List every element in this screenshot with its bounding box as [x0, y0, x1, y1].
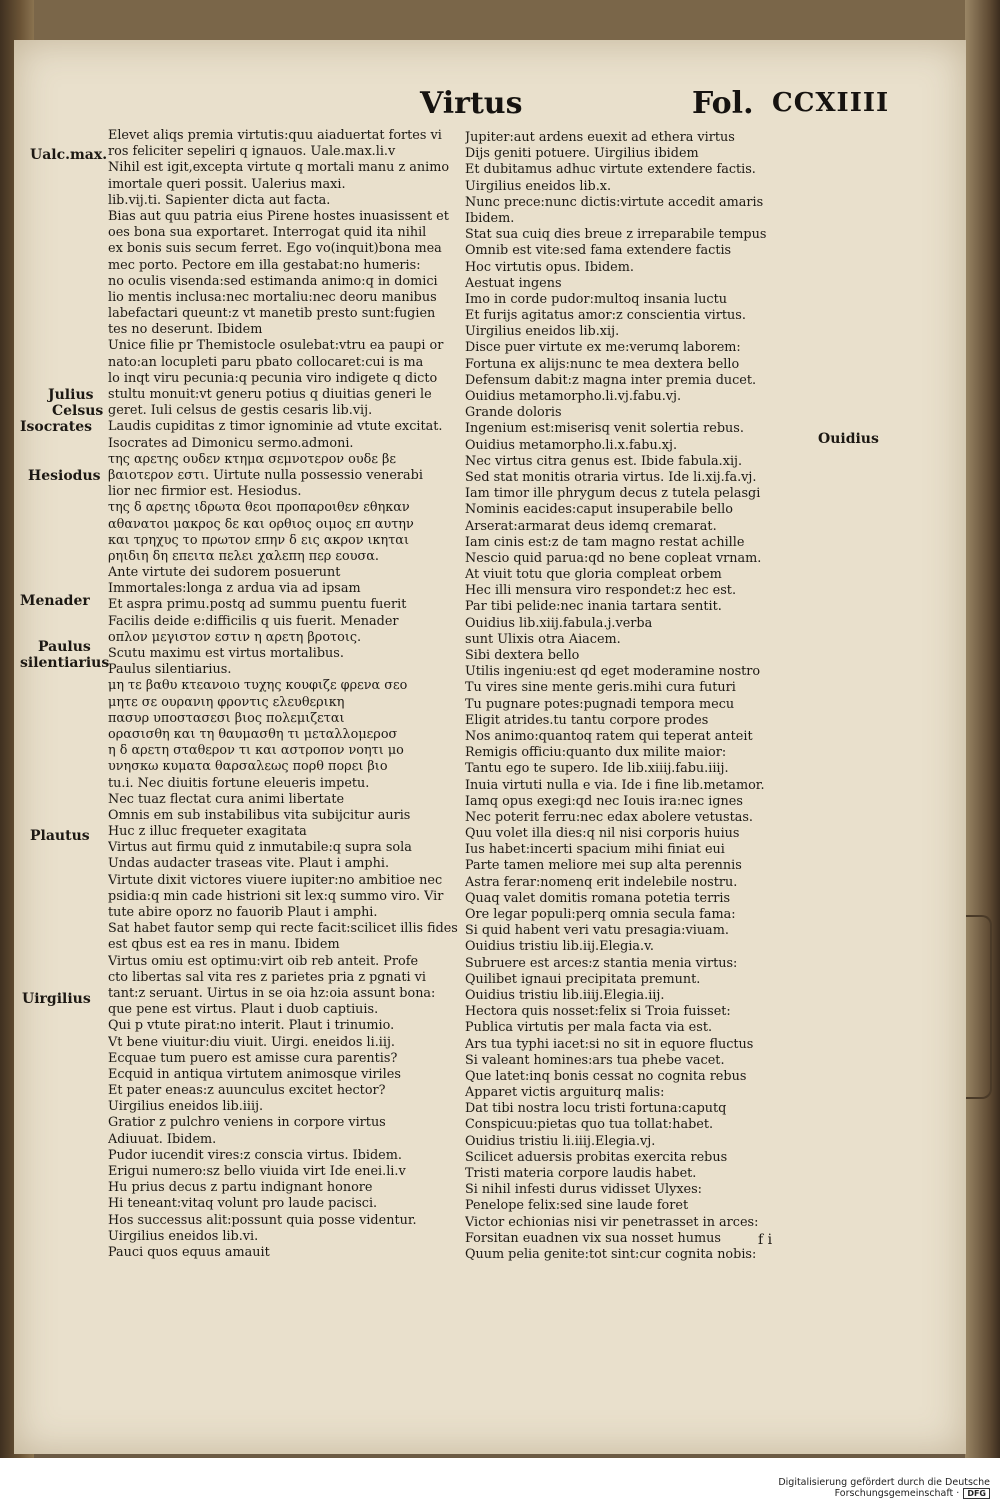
text-line: οπλον μεγιστον εστιν η αρετη βροτοις. [108, 629, 362, 645]
text-line: tute abire oporz no fauorib Plaut i amphi. [108, 905, 378, 920]
text-line: Tu vires sine mente geris.mihi cura futuri [465, 680, 736, 696]
text-line: Que latet:inq bonis cessat no cognita rebus [465, 1068, 747, 1084]
text-line: no oculis visenda:sed estimanda animo:q in domici [108, 273, 438, 289]
text-line: que pene est virtus. Plaut i duob captiuis. [108, 1002, 379, 1018]
text-line: μητε σε ουρανιη φροντις ελευθερικη [108, 694, 345, 710]
dfg-logo: DFG [963, 1488, 990, 1499]
text-line: Nec virtus citra genus est. Ibide fabula.xij. [465, 453, 743, 469]
folio-label: Fol. [692, 86, 754, 121]
margin-note: Menader [20, 593, 90, 609]
text-line: Ore legar populi:perq omnia secula fama: [465, 907, 736, 922]
text-line: Elevet aliqs premia virtutis:quu aiaduertat fortes vi [108, 128, 442, 143]
text-line: Quu volet illa dies:q nil nisi corporis huius [465, 826, 740, 842]
text-line: Ius habet:incerti spacium mihi finiat eui [465, 842, 725, 858]
margin-note: Isocrates [20, 419, 92, 435]
text-line: Hectora quis nosset:felix si Troia fuisset: [465, 1004, 731, 1020]
text-line: Nescio quid parua:qd no bene copleat vrnam. [465, 550, 762, 566]
text-line: της αρετης ουδεν κτημα σεμνοτερον ουδε βε [108, 451, 397, 467]
text-line: Sibi dextera bello [465, 648, 580, 663]
text-line: Conspicuu:pietas quo tua tollat:habet. [465, 1117, 714, 1133]
text-line: Dijs geniti potuere. Uirgilius ibidem [465, 146, 699, 162]
text-line: Ecquid in antiqua virtutem animosque viriles [108, 1066, 401, 1082]
text-line: Dat tibi nostra locu tristi fortuna:caputq [465, 1101, 727, 1117]
text-line: Hos successus alit:possunt quia posse videntur. [108, 1212, 417, 1228]
text-line: Remigis officiu:quanto dux milite maior: [465, 745, 727, 761]
text-line: Tantu ego te supero. Ide lib.xiiij.fabu.iiij. [465, 761, 729, 777]
folio-number: CCXIIII [772, 88, 890, 118]
text-line: Penelope felix:sed sine laude foret [465, 1198, 689, 1214]
text-line: Aestuat ingens [465, 275, 562, 291]
text-line: Disce puer virtute ex me:verumq laborem: [465, 340, 741, 356]
text-line: Forsitan euadnen vix sua nosset humus [465, 1230, 721, 1246]
text-line: Virtus omiu est optimu:virt oib reb anteit. Profe [108, 953, 419, 969]
text-line: Quilibet ignaui precipitata premunt. [465, 971, 701, 987]
text-line: Immortales:longa z ardua via ad ipsam [108, 581, 361, 597]
text-line: Et pater eneas:z auunculus excitet hector? [108, 1083, 386, 1099]
text-line: est qbus est ea res in manu. Ibidem [108, 937, 340, 953]
text-line: Ibidem. [465, 210, 515, 226]
book-cover-edge [965, 0, 1000, 1458]
text-line: Arserat:armarat deus idemq cremarat. [465, 518, 717, 534]
text-line: stultu monuit:vt generu potius q diuitias generi le [108, 387, 432, 402]
text-line: της δ αρετης ιδρωτα θεοι προπαροιθεν εθηκαν [108, 500, 410, 516]
text-line: Omnib est vite:sed fama extendere factis [465, 243, 732, 259]
text-line: Vt bene viuitur:diu viuit. Uirgi. eneidos li.iij. [108, 1034, 395, 1050]
text-line: και τρηχυς το πρωτον επην δ εις ακρον ικηται [108, 532, 409, 548]
text-line: Apparet victis arguiturq malis: [465, 1085, 665, 1101]
text-line: Nihil est igit,excepta virtute q mortali manu z animo [108, 160, 450, 176]
text-line: lo inqt viru pecunia:q pecunia viro indigete q dicto [108, 370, 438, 386]
text-line: At viuit totu que gloria compleat orbem [465, 567, 722, 583]
text-line: Hu prius decus z partu indignant honore [108, 1180, 373, 1196]
text-line: Defensum dabit:z magna inter premia ducet. [465, 372, 757, 388]
text-line: ορασισθη και τη θαυμασθη τι μεταλλομεροσ [108, 726, 398, 742]
text-line: η δ αρετη σταθερον τι και αστροπον νοητι μο [108, 743, 404, 759]
text-line: lib.vij.ti. Sapienter dicta aut facta. [108, 192, 331, 208]
signature-mark: f i [758, 1232, 773, 1248]
text-line: Erigui numero:sz bello viuida virt Ide enei.li.v [108, 1164, 406, 1179]
text-line: Iam timor ille phrygum decus z tutela pelasgi [465, 486, 761, 502]
margin-note: Ualc.max. [30, 147, 108, 163]
text-line: Ouidius lib.xiij.fabula.j.verba [465, 615, 653, 631]
text-line: Grande doloris [465, 405, 562, 421]
left-text-column [108, 128, 458, 1261]
text-line: Imo in corde pudor:multoq insania luctu [465, 291, 727, 307]
text-line: mec porto. Pectore em illa gestabat:no humeris: [108, 257, 421, 273]
text-line: Nos animo:quantoq ratem qui teperat anteit [465, 728, 753, 744]
text-line: Ouidius tristiu lib.iiij.Elegia.iij. [465, 987, 665, 1003]
text-line: Parte tamen meliore mei sup alta perennis [465, 858, 742, 874]
text-line: Inuia virtuti nulla e via. Ide i fine lib.metamor. [465, 777, 765, 793]
text-line: Stat sua cuiq dies breue z irreparabile tempus [465, 227, 767, 243]
text-line: Subruere est arces:z stantia menia virtus: [465, 955, 738, 971]
text-line: sunt Ulixis otra Aiacem. [465, 631, 621, 647]
text-line: Astra ferar:nomenq erit indelebile nostru. [465, 874, 738, 890]
text-line: tu.i. Nec diuitis fortune eleueris impetu. [108, 775, 370, 791]
margin-note: Paulus [38, 639, 91, 655]
text-line: Victor echionias nisi vir penetrasset in arces: [465, 1214, 759, 1230]
text-line: labefactari queunt:z vt manetib presto sunt:fugien [108, 306, 436, 322]
text-line: Ouidius metamorpho.li.vj.fabu.vj. [465, 389, 682, 404]
footer-text: Digitalisierung gefördert durch die Deutsche Forschungsgemeinschaft · [778, 1477, 990, 1499]
text-line: cto libertas sal vita res z parietes pria z pgnati vi [108, 969, 426, 985]
text-line: ros feliciter sepeliri q ignauos. Uale.max.li.v [108, 144, 396, 160]
text-line: Unice filie pr Themistocle osulebat:vtru ea paupi or [108, 338, 444, 354]
text-line: ex bonis suis secum ferret. Ego vo(inquit)bona mea [108, 241, 442, 257]
text-line: Si quid habent veri vatu presagia:viuam. [465, 923, 729, 939]
text-line: Publica virtutis per mala facta via est. [465, 1020, 713, 1036]
text-line: tant:z seruant. Uirtus in se oia hz:oia assunt bona: [108, 985, 436, 1001]
text-line: Huc z illuc frequeter exagitata [108, 824, 307, 840]
text-line: lior nec firmior est. Hesiodus. [108, 484, 302, 500]
text-line: Utilis ingeniu:est qd eget moderamine nostro [465, 664, 761, 680]
text-line: Quum pelia genite:tot sint:cur cognita nobis: [465, 1246, 757, 1262]
text-line: Eligit atrides.tu tantu corpore prodes [465, 712, 709, 728]
margin-note: Uirgilius [22, 991, 91, 1007]
text-line: Ecquae tum puero est amisse cura parentis? [108, 1050, 398, 1066]
book-clasp [966, 915, 992, 1099]
text-line: Par tibi pelide:nec inania tartara sentit. [465, 599, 722, 615]
text-line: ρηιδιη δη επειτα πελει χαλεπη περ εουσα. [108, 548, 379, 564]
text-line: Scutu maximu est virtus mortalibus. [108, 646, 344, 661]
text-line: Si valeant homines:ars tua phebe vacet. [465, 1052, 725, 1068]
text-line: αθανατοι μακρος δε και ορθιος οιμος επ αυτην [108, 516, 414, 532]
text-line: Si nihil infesti durus vidisset Ulyxes: [465, 1182, 702, 1198]
text-line: Uirgilius eneidos lib.x. [465, 178, 612, 194]
text-line: Gratior z pulchro veniens in corpore virtus [108, 1115, 386, 1131]
margin-note: Hesiodus [28, 468, 101, 484]
text-line: Scilicet aduersis probitas exercita rebus [465, 1149, 728, 1165]
running-title: Virtus [420, 86, 523, 121]
text-line: Virtus aut firmu quid z inmutabile:q supra sola [108, 840, 412, 856]
text-line: Pauci quos equus amauit [108, 1244, 270, 1260]
right-text-column [465, 130, 815, 1263]
text-line: Hec illi mensura viro respondet:z hec est. [465, 583, 737, 599]
text-line: πασυρ υποστασεσι βιος πολεμιζεται [108, 710, 345, 726]
text-line: lio mentis inclusa:nec mortaliu:nec deoru manibus [108, 289, 437, 305]
text-line: Nec poterit ferru:nec edax abolere vetustas. [465, 809, 753, 825]
text-line: Hi teneant:vitaq volunt pro laude pacisci. [108, 1196, 378, 1212]
text-line: Laudis cupiditas z timor ignominie ad vtute excitat. [108, 419, 443, 435]
text-line: Sat habet fautor semp qui recte facit:scilicet illis fides [108, 921, 458, 937]
text-line: Uirgilius eneidos lib.vi. [108, 1228, 259, 1244]
text-line: Uirgilius eneidos lib.iiij. [108, 1099, 264, 1115]
text-line: υνησκω κυματα θαρσαλεως πορθ πορει βιο [108, 759, 388, 775]
text-line: Tristi materia corpore laudis habet. [465, 1166, 697, 1181]
text-line: Iamq opus exegi:qd nec Iouis ira:nec ignes [465, 793, 743, 809]
text-line: Facilis deide e:difficilis q uis fuerit. Menader [108, 613, 399, 629]
text-line: Tu pugnare potes:pugnadi tempora mecu [465, 696, 735, 712]
text-line: Et furijs agitatus amor:z conscientia virtus. [465, 308, 746, 324]
margin-note: Ouidius [818, 431, 879, 447]
text-line: Uirgilius eneidos lib.xij. [465, 324, 620, 340]
text-line: Virtute dixit victores viuere iupiter:no ambitioe nec [108, 872, 443, 888]
text-line: Fortuna ex alijs:nunc te mea dextera bello [465, 356, 740, 372]
text-line: Adiuuat. Ibidem. [108, 1131, 217, 1147]
text-line: Undas audacter traseas vite. Plaut i amphi. [108, 856, 390, 872]
text-line: Ante virtute dei sudorem posuerunt [108, 565, 341, 581]
text-line: Ars tua typhi iacet:si no sit in equore fluctus [465, 1036, 754, 1052]
text-line: Ouidius tristiu lib.iij.Elegia.v. [465, 939, 654, 955]
text-line: geret. Iuli celsus de gestis cesaris lib.vij. [108, 403, 373, 419]
margin-note: Plautus [30, 828, 90, 844]
digitization-footer [690, 1477, 990, 1499]
text-line: oes bona sua exportaret. Interrogat quid ita nihil [108, 225, 427, 241]
text-line: βαιοτερον εστι. Uirtute nulla possessio venerabi [108, 467, 423, 483]
text-line: Ouidius metamorpho.li.x.fabu.xj. [465, 437, 678, 453]
text-line: imortale queri possit. Ualerius maxi. [108, 176, 346, 192]
margin-note: Celsus [52, 403, 104, 419]
text-line: Nominis eacides:caput insuperabile bello [465, 502, 733, 518]
text-line: Hoc virtutis opus. Ibidem. [465, 259, 634, 275]
text-line: Nec tuaz flectat cura animi libertate [108, 791, 345, 807]
text-line: Sed stat monitis otraria virtus. Ide li.xij.fa.vj. [465, 469, 757, 485]
text-line: Et dubitamus adhuc virtute extendere factis. [465, 162, 756, 178]
text-line: Ouidius tristiu li.iiij.Elegia.vj. [465, 1133, 656, 1149]
text-line: Isocrates ad Dimonicu sermo.admoni. [108, 435, 354, 451]
text-line: Jupiter:aut ardens euexit ad ethera virtus [465, 130, 735, 145]
text-line: Paulus silentiarius. [108, 662, 232, 678]
text-line: Ingenium est:miserisq venit solertia rebus. [465, 421, 744, 437]
text-line: Omnis em sub instabilibus vita subijcitur auris [108, 807, 411, 823]
text-line: nato:an locupleti paru pbato collocaret:cui is ma [108, 354, 424, 370]
text-line: psidia:q min cade histrioni sit lex:q summo viro. Vir [108, 888, 444, 904]
text-line: Iam cinis est:z de tam magno restat achille [465, 534, 745, 550]
margin-note: silentiarius [20, 655, 110, 671]
text-line: tes no deserunt. Ibidem [108, 322, 263, 338]
text-line: Quaq valet domitis romana potetia terris [465, 890, 731, 906]
text-line: Pudor iucendit vires:z conscia virtus. Ibidem. [108, 1147, 402, 1163]
text-line: Et aspra primu.postq ad summu puentu fuerit [108, 597, 407, 613]
text-line: μη τε βαθυ κτεανοιο τυχης κουφιζε φρενα σεο [108, 678, 408, 694]
text-line: Bias aut quu patria eius Pirene hostes inuasissent et [108, 208, 449, 224]
text-line: Qui p vtute pirat:no interit. Plaut i trinumio. [108, 1018, 395, 1034]
margin-note: Julius [48, 387, 94, 403]
text-line: Nunc prece:nunc dictis:virtute accedit amaris [465, 194, 764, 210]
